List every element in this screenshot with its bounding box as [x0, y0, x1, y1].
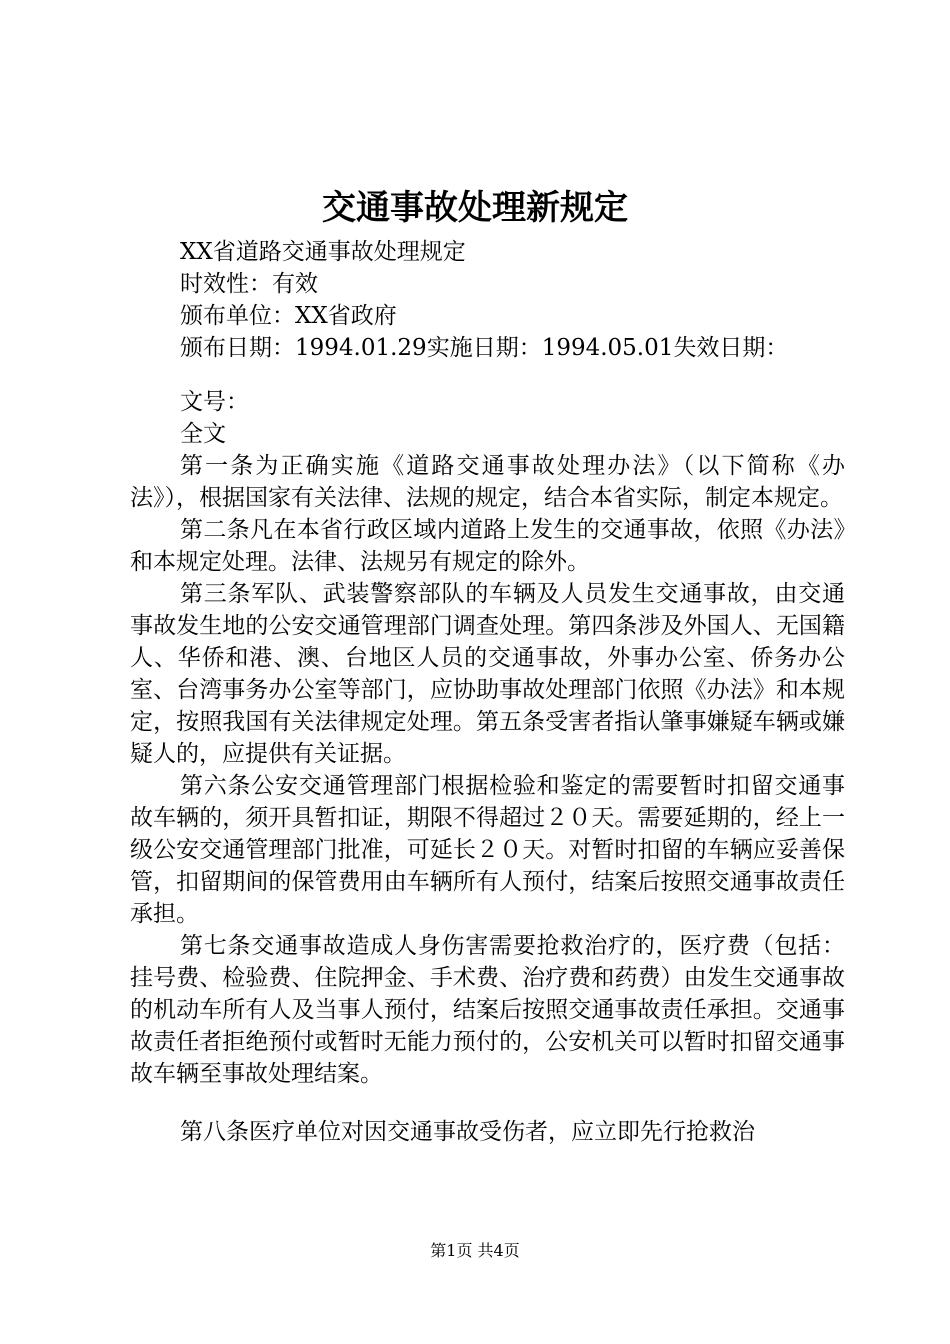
- regulation-name: XX省道路交通事故处理规定: [180, 239, 466, 265]
- page-footer: 第1页 共4页: [430, 1241, 520, 1260]
- dates-line: 颁布日期：1994.01.29实施日期：1994.05.01失效日期：: [180, 335, 789, 361]
- article-paragraph: 第八条医疗单位对因交通事故受伤者，应立即先行抢救治: [180, 1119, 755, 1145]
- issuer-line: 颁布单位：XX省政府: [180, 303, 397, 329]
- doc-number-line: 文号：: [180, 389, 249, 415]
- article-paragraph: 第三条军队、武装警察部队的车辆及人员发生交通事故，由交通事故发生地的公安交通管理部门调查处理。第四条涉及外国人、无国籍人、华侨和港、澳、台地区人员的交通事故，外事办公室、侨务办公室、台湾事务办公室等部门，应协助事故处理部门依照《办法》和本规定，按照我国有关法律规定处理。第五条受害者指认肇事嫌疑车辆或嫌疑人的，应提供有关证据。: [130, 581, 845, 767]
- validity-line: 时效性：有效: [180, 271, 318, 297]
- document-body: [130, 236, 845, 1148]
- spacer: [130, 364, 845, 386]
- document-title: 交通事故处理新规定: [322, 188, 628, 228]
- full-text-label: 全文: [180, 421, 226, 447]
- article-paragraph: 第二条凡在本省行政区域内道路上发生的交通事故，依照《办法》和本规定处理。法律、法规另有规定的除外。: [130, 517, 845, 575]
- spacer: [130, 1090, 845, 1116]
- article-paragraph: 第一条为正确实施《道路交通事故处理办法》（以下简称《办法》），根据国家有关法律、法规的规定，结合本省实际，制定本规定。: [130, 453, 845, 511]
- article-paragraph: 第七条交通事故造成人身伤害需要抢救治疗的，医疗费（包括：挂号费、检验费、住院押金、手术费、治疗费和药费）由发生交通事故的机动车所有人及当事人预付，结案后按照交通事故责任承担。交通事故责任者拒绝预付或暂时无能力预付的，公安机关可以暂时扣留交通事故车辆至事故处理结案。: [130, 933, 845, 1087]
- article-paragraph: 第六条公安交通管理部门根据检验和鉴定的需要暂时扣留交通事故车辆的，须开具暂扣证，期限不得超过２０天。需要延期的，经上一级公安交通管理部门批准，可延长２０天。对暂时扣留的车辆应妥善保管，扣留期间的保管费用由车辆所有人预付，结案后按照交通事故责任承担。: [130, 773, 845, 927]
